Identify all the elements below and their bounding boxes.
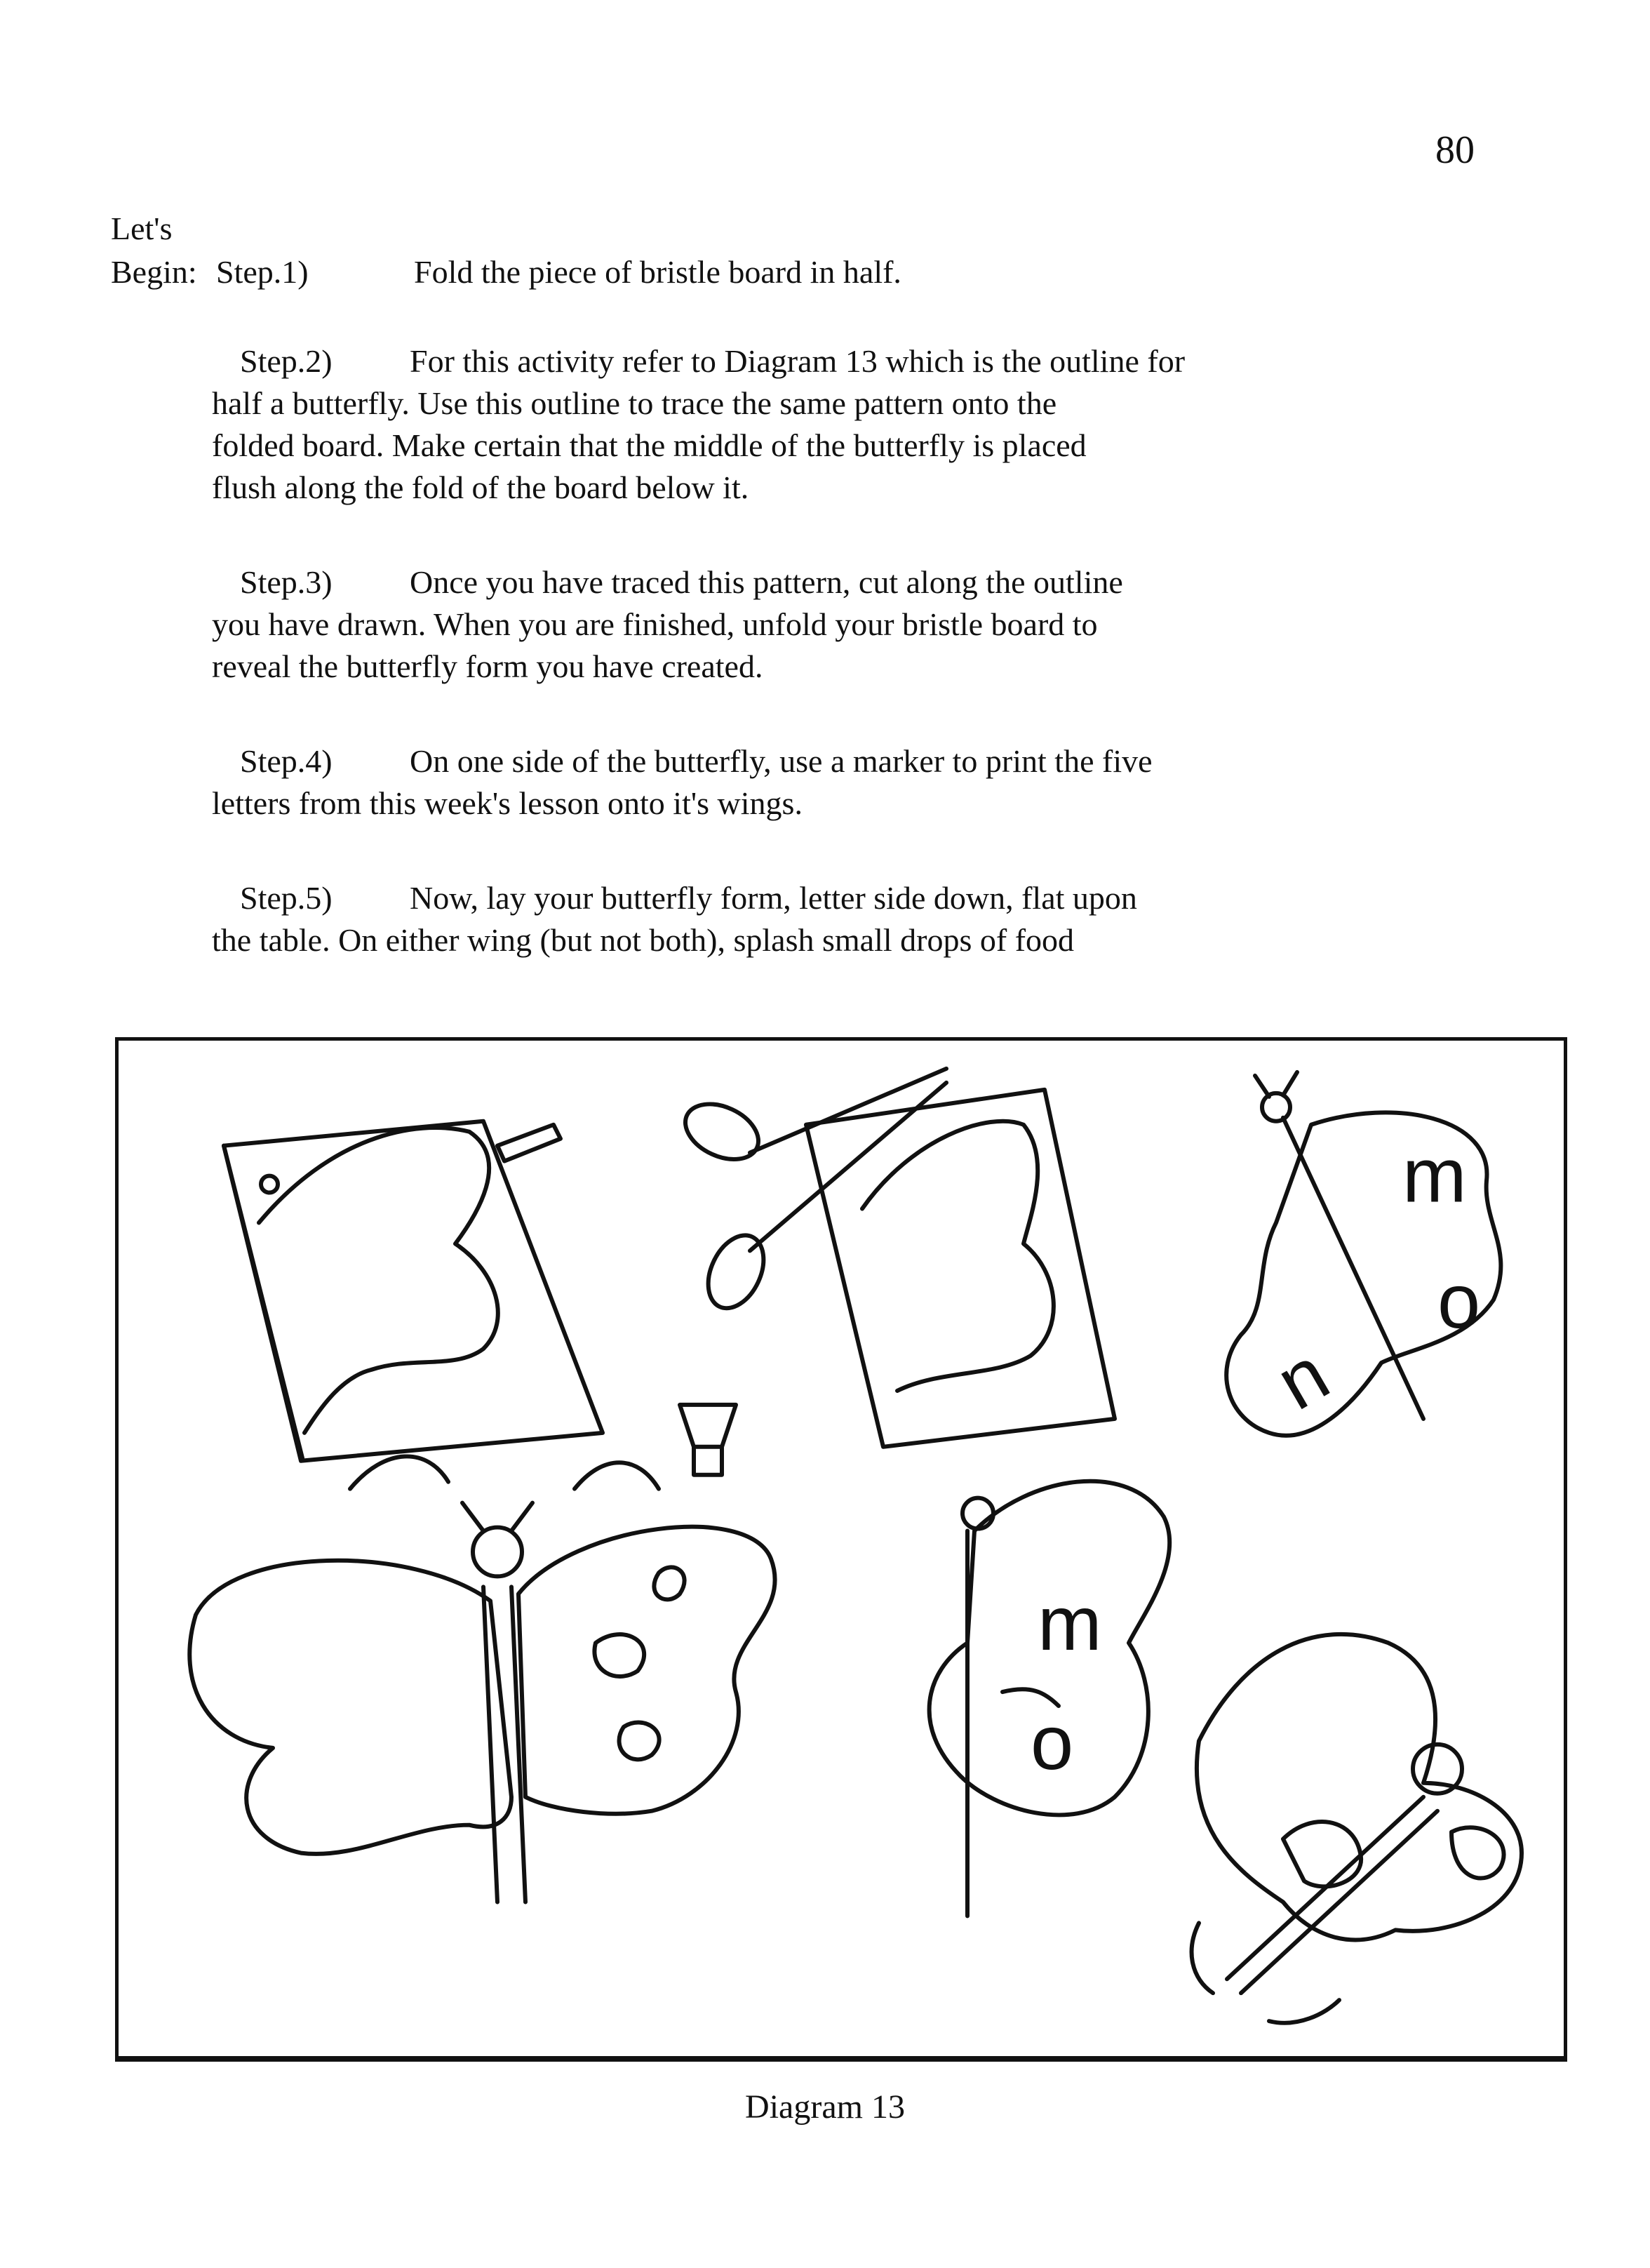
page-number: 80 [1435,128,1475,172]
step-5-line: Now, lay your butterfly form, letter side down, flat upon [410,880,1137,916]
step-3-line: Once you have traced this pattern, cut along the outline [410,564,1123,600]
letter-m: m [1402,1133,1467,1219]
diagram-drawing [119,1041,1564,2056]
right-wing [518,1527,775,1814]
step-3-line: you have drawn. When you are finished, unfold your bristle board to [212,606,1098,642]
step-2-line: half a butterfly. Use this outline to trace the same pattern onto the [212,385,1057,421]
diagram-caption: Diagram 13 [745,2088,905,2126]
step-1-label: Step.1) [216,254,309,290]
step-2 [212,340,1362,509]
letter-n: n [1262,1330,1343,1427]
step-2-line: folded board. Make certain that the middle of the butterfly is placed [212,427,1087,463]
panel-trace-outline [224,1121,603,1461]
panel-splash-paint [189,1405,774,1902]
butterfly-head-open [473,1528,522,1577]
step-2-line: For this activity refer to Diagram 13 which is the outline for [410,343,1186,379]
diagram-13-illustration [115,1037,1567,2062]
step-3 [212,561,1362,688]
panel-cut-outline [676,1069,1115,1447]
step-5-label: Step.5) [240,880,333,916]
flip-arrows-icon [350,1456,659,1488]
panel-fold-closed [930,1481,1170,1916]
letter-o-2: o [1031,1700,1074,1786]
step-2-label: Step.2) [240,343,333,379]
step-4-line: On one side of the butterfly, use a marker to print the five [410,743,1153,779]
step-1-text: Fold the piece of bristle board in half. [414,254,901,290]
step-4 [212,740,1362,825]
marker-icon [497,1125,561,1161]
step-2-line: flush along the fold of the board below it. [212,469,749,505]
pressed-butterfly [1197,1634,1522,1940]
letter-o: o [1437,1259,1481,1345]
butterfly-head [1262,1093,1290,1121]
letter-m-2: m [1037,1581,1102,1667]
step-3-line: reveal the butterfly form you have created. [212,648,763,684]
folded-board [224,1121,603,1461]
folded-board-2 [806,1090,1115,1447]
step-4-line: letters from this week's lesson onto it's wings. [212,785,803,821]
step-3-label: Step.3) [240,564,333,600]
scissors-handle-top-icon [676,1093,767,1170]
lets-begin-line1: Let's [111,211,173,246]
panel-print-letters [1226,1072,1501,1436]
step-4-label: Step.4) [240,743,333,779]
step-5 [212,877,1362,961]
lets-begin-line2: Begin: [111,254,197,290]
step-5-line: the table. On either wing (but not both), splash small drops of food [212,922,1075,958]
paint-bottle-icon [680,1405,736,1475]
left-wing [189,1561,511,1854]
panel-press-butterfly [1192,1634,1522,2023]
step-1 [111,251,901,294]
folded-head [962,1498,993,1529]
